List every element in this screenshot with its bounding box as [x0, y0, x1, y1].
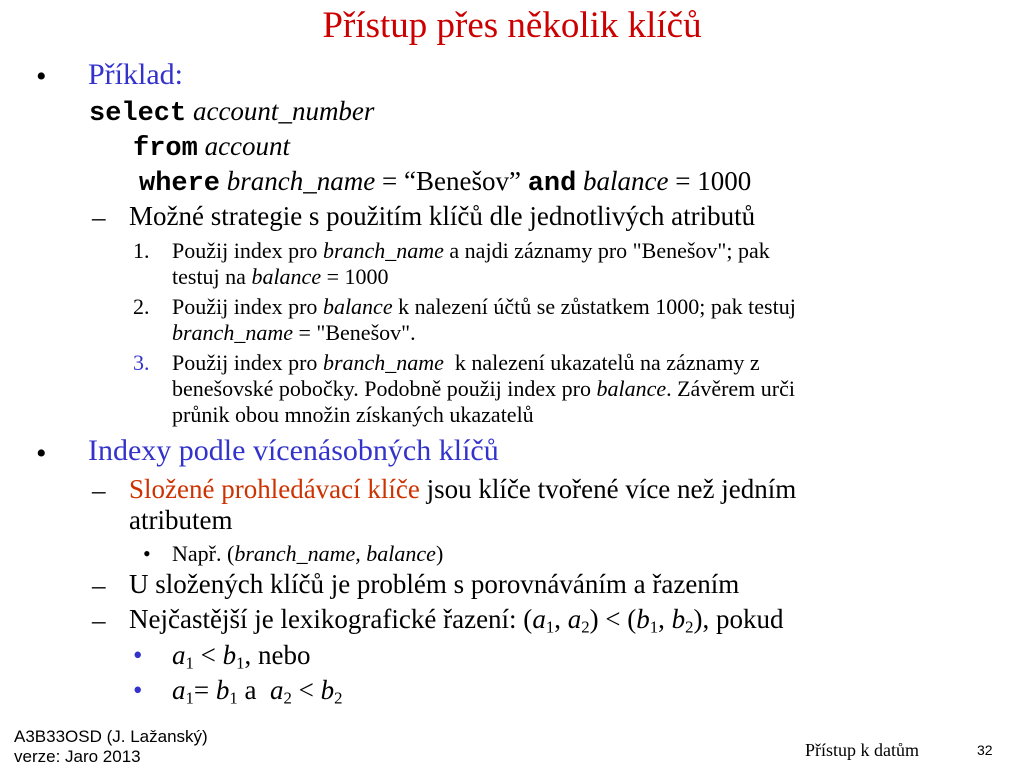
sql-select-attr: account_number — [192, 96, 375, 126]
footer-version: verze: Jaro 2013 — [14, 747, 141, 766]
problem-line: U složených klíčů je problém s porovnáváním a řazením — [129, 569, 740, 599]
multikey-heading: Indexy podle vícenásobných klíčů — [88, 434, 499, 467]
dash-marker: – — [92, 202, 106, 232]
sql-keyword-select: select — [89, 99, 187, 129]
sql-from-line — [133, 131, 290, 164]
sql-keyword-and: and — [527, 169, 577, 199]
example-label: Příklad: — [88, 58, 183, 91]
strategy-3-line1: Použij index pro branch_name k nalezení ukazatelů na záznamy z — [172, 350, 760, 375]
dash-marker: – — [92, 605, 106, 635]
composite-example: Např. (branch_name, balance) — [172, 541, 444, 566]
sql-select-line — [89, 96, 374, 129]
composite-term: Složené prohledávací klíče — [129, 474, 420, 504]
condition-1: $a_1 < b_1$, nebo — [172, 640, 311, 673]
strategy-1-line1: Použij index pro branch_name a najdi záznamy pro "Benešov"; pak — [172, 238, 770, 263]
bullet-dot: • — [36, 437, 47, 470]
strategy-number: 2. — [133, 294, 150, 319]
condition-2: $a_1= b_1$ a $a_2 < b_2$ — [172, 675, 343, 708]
sql-keyword-from: from — [133, 134, 198, 164]
bullet-dot: • — [133, 675, 143, 705]
lex-line: Nejčastější je lexikografické řazení: ($a_1$, $a_2) < (b_1$, $b_2$), pokud — [129, 604, 784, 637]
footer-course: A3B33OSD (J. Lažanský) — [14, 727, 208, 746]
sql-where-line — [139, 166, 751, 199]
strategy-number: 3. — [133, 350, 150, 375]
strategy-3-line2: benešovské pobočky. Podobně použij index pro balance. Závěrem urči — [172, 376, 795, 401]
bullet-dot: • — [36, 60, 47, 93]
composite-line1: Složené prohledávací klíče jsou klíče tvořené více než jedním — [129, 474, 797, 504]
composite-line2: atributem — [129, 505, 233, 535]
sql-where-attr: branch_name — [226, 166, 376, 196]
slide-title: Přístup přes několik klíčů — [322, 5, 702, 46]
dash-marker: – — [92, 475, 106, 505]
footer-section: Přístup k datům — [805, 740, 920, 760]
bullet-dot: • — [133, 640, 143, 670]
strategy-3-line3: průnik obou množin získaných ukazatelů — [172, 402, 534, 427]
strategy-number: 1. — [133, 238, 150, 263]
strategy-2-line2: branch_name = "Benešov". — [172, 320, 416, 345]
strategy-1-line2: testuj na balance = 1000 — [172, 264, 389, 289]
bullet-dot: • — [143, 541, 151, 566]
dash-marker: – — [92, 570, 106, 600]
sql-where-attr2: balance — [583, 166, 669, 196]
strategies-heading: Možné strategie s použitím klíčů dle jednotlivých atributů — [129, 201, 756, 231]
strategy-2-line1: Použij index pro balance k nalezení účtů se zůstatkem 1000; pak testuj — [172, 294, 796, 319]
sql-where-eq1: = “Benešov” — [375, 166, 528, 196]
sql-keyword-where: where — [139, 169, 221, 199]
sql-where-eq2: = 1000 — [668, 166, 752, 196]
footer-page-number: 32 — [977, 742, 993, 758]
sql-from-table: account — [204, 131, 291, 161]
